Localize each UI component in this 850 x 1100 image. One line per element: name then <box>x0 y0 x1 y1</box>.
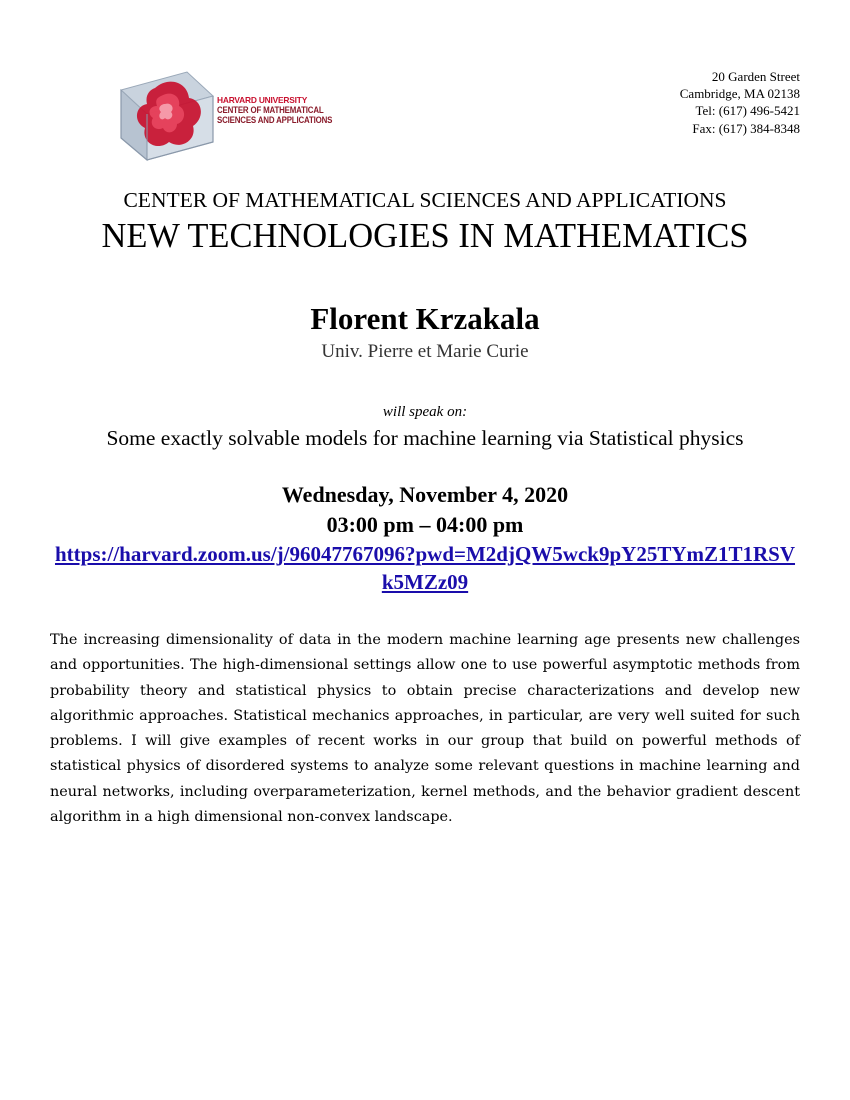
zoom-link[interactable]: https://harvard.zoom.us/j/96047767096?pwd=M2djQW5wck9pY25TYmZ1T1RSVk5MZz09 <box>54 542 796 594</box>
address-tel: Tel: (617) 496-5421 <box>695 103 800 119</box>
will-speak-label: will speak on: <box>382 404 468 420</box>
abstract-text: The increasing dimensionality of data in the modern machine learning age presents new challenges and opportunities. The high-dimensional settings allow one to use powerful asymptotic methods from probability theory and statistical physics to obtain precise characterizations and develop new algorithmic approaches. Statistical mechanics approaches, in particular, are very well suited for such problems. I will give examples of recent works in our group that build on powerful methods of statistical physics of disordered systems to analyze some relevant questions in machine learning and neural networks, including overparameterization, kernel methods, and the behavior gradient descent algorithm in a high dimensional non-convex landscape. <box>50 632 800 826</box>
logo-wordmark <box>217 95 351 125</box>
address-street: 20 Garden Street <box>711 69 800 84</box>
series-title: NEW TECHNOLOGIES IN MATHEMATICS <box>101 216 749 255</box>
address-city: Cambridge, MA 02138 <box>679 86 800 102</box>
address-block <box>680 68 800 137</box>
speaker-name: Florent Krzakala <box>310 301 540 336</box>
cube-logo-icon <box>117 66 215 162</box>
talk-date: Wednesday, November 4, 2020 <box>281 482 569 507</box>
speaker-affiliation: Univ. Pierre et Marie Curie <box>321 341 529 362</box>
logo-center-line1: CENTER OF MATHEMATICAL <box>217 105 324 115</box>
cmsa-logo <box>117 66 337 162</box>
logo-university: HARVARD UNIVERSITY <box>217 95 308 105</box>
address-fax: Fax: (617) 384-8348 <box>692 120 800 136</box>
center-name: CENTER OF MATHEMATICAL SCIENCES AND APPLICATIONS <box>123 188 727 212</box>
logo-center-line2: SCIENCES AND APPLICATIONS <box>217 115 333 125</box>
talk-time: 03:00 pm – 04:00 pm <box>326 512 524 537</box>
talk-title: Some exactly solvable models for machine learning via Statistical physics <box>106 426 744 450</box>
